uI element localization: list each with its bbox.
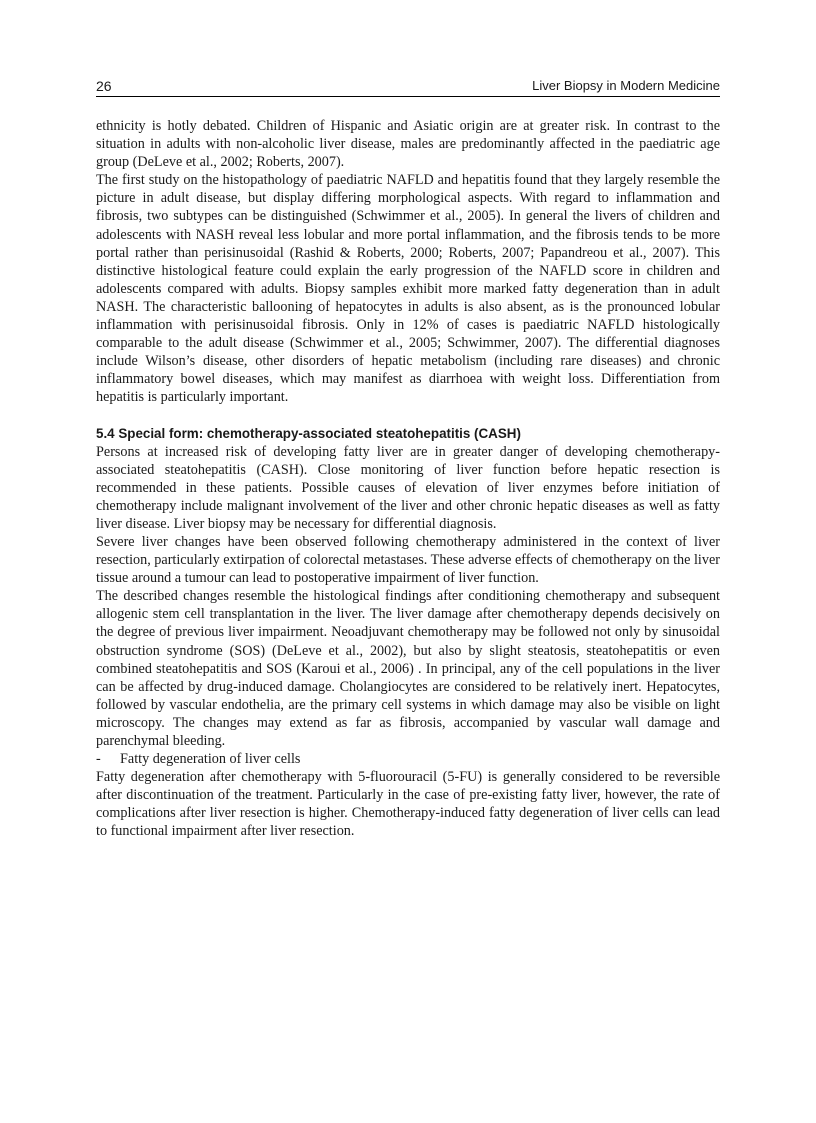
body-text — [96, 117, 720, 841]
list-item — [96, 750, 720, 768]
book-page — [96, 78, 720, 841]
paragraph: Fatty degeneration after chemotherapy with 5-fluorouracil (5-FU) is generally considered to be reversible after discontinuation of the treatment. Particularly in the case of pre-existing fatty liver, however, the rate of complications after liver resection is higher. Chemotherapy-induced fatty degeneration of liver cells can lead to functional impairment after liver resection. — [96, 769, 720, 840]
running-title: Liver Biopsy in Modern Medicine — [532, 78, 720, 93]
paragraph: ethnicity is hotly debated. Children of Hispanic and Asiatic origin are at greater risk. In contrast to the situation in adults with non-alcoholic liver disease, males are predominantly affected in the paediatric age group (DeLeve et al., 2002; Roberts, 2007). — [96, 118, 720, 171]
paragraph: The described changes resemble the histological findings after conditioning chemotherapy and subsequent allogenic stem cell transplantation in the liver. The liver damage after chemotherapy depends decisively on the degree of previous liver impairment. Neoadjuvant chemotherapy may be followed not only by sinusoidal obstruction syndrome (SOS) (DeLeve et al., 2002), but also by slight steatosis, steatohepatitis or even combined steatohepatitis and SOS (Karoui et al., 2006) . In principal, any of the cell populations in the liver can be affected by drug-induced damage. Cholangiocytes are considered to be relatively inert. Hepatocytes, followed by vascular endothelia, are the primary cell systems in which damage may also be visible on light microscopy. The changes may extend as far as fibrosis, accompanied by vascular wall damage and parenchymal bleeding. — [96, 588, 720, 749]
running-header — [96, 78, 720, 97]
section-heading: 5.4 Special form: chemotherapy-associated steatohepatitis (CASH) — [96, 425, 521, 441]
paragraph: Severe liver changes have been observed following chemotherapy administered in the context of liver resection, particularly extirpation of colorectal metastases. These adverse effects of chemotherapy on the liver tissue around a tumour can lead to postoperative impairment of liver function. — [96, 533, 720, 587]
paragraph: The first study on the histopathology of paediatric NAFLD and hepatitis found that they largely resemble the picture in adult disease, but display differing morphological aspects. With regard to inflammation and fibrosis, two subtypes can be distinguished (Schwimmer et al., 2005). In general the livers of children and adolescents with NASH reveal less lobular and more portal inflammation, and the fibrosis tends to be more portal rather than perisinusoidal (Rashid & Roberts, 2000; Roberts, 2007; Papandreou et al., 2007). This distinctive histological feature could explain the early progression of the NAFLD score in children and adolescents compared with adults. Biopsy samples exhibit more marked fatty degeneration than in adult NASH. The characteristic ballooning of hepatocytes in adults is also absent, as is the pronounced lobular inflammation with perisinusoidal fibrosis. Only in 12% of cases is paediatric NAFLD histologically comparable to the adult disease (Schwimmer et al., 2005; Schwimmer, 2007). The differential diagnoses include Wilson’s disease, other disorders of hepatic metabolism (including rare diseases) and chronic inflammatory bowel diseases, which may manifest as diarrhoea with weight loss. Differentiation from hepatitis is particularly important. — [96, 172, 720, 406]
page-number: 26 — [96, 78, 112, 94]
list-item-text: Fatty degeneration of liver cells — [120, 751, 301, 768]
paragraph: Persons at increased risk of developing fatty liver are in greater danger of developing chemotherapy-associated steatohepatitis (CASH). Close monitoring of liver function before hepatic resection is recommended in these patients. Possible causes of elevation of liver enzymes before initiation of chemotherapy include malignant involvement of the liver and other chronic hepatic diseases as well as fatty liver disease. Liver biopsy may be necessary for differential diagnosis. — [96, 443, 720, 532]
list-marker: - — [96, 751, 101, 768]
